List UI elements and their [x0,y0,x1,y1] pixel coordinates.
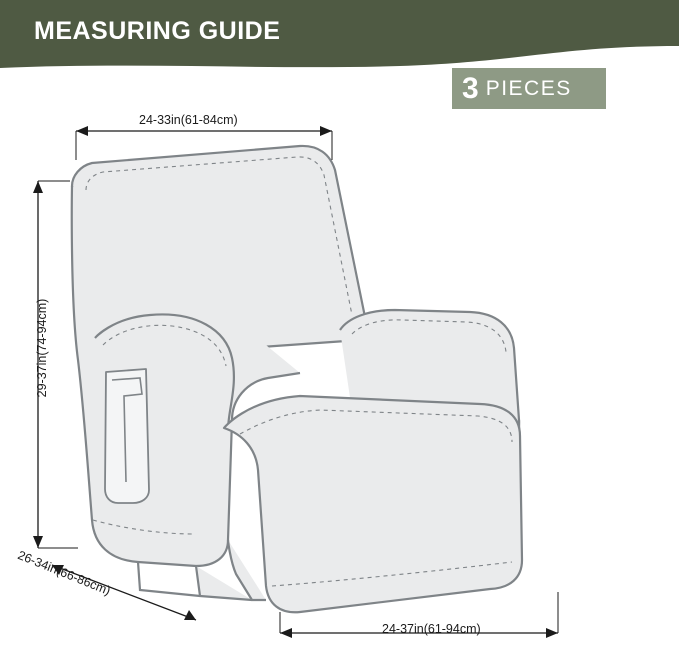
pieces-label: PIECES [485,76,572,100]
dimension-height-left: 29-37in(74-94cm) [35,298,49,398]
dimension-width-top: 24-33in(61-84cm) [139,113,238,127]
dimension-depth-bottom-left: 26-34in(66-86cm) [15,548,113,598]
recliner-illustration [72,146,522,612]
page-title: MEASURING GUIDE [34,17,281,45]
pieces-count: 3 [462,71,479,105]
dimension-length-bottom: 24-37in(61-94cm) [382,622,481,636]
